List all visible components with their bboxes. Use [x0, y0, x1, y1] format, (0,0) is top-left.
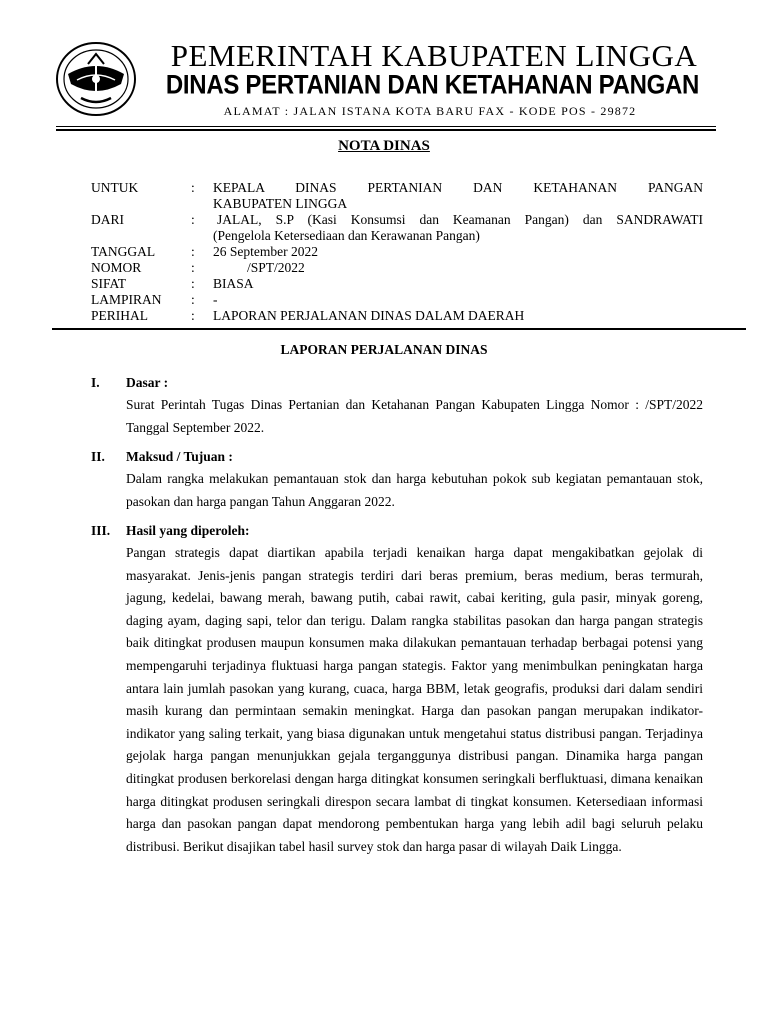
letterhead-rule-thick — [56, 129, 716, 131]
letterhead-agency: DINAS PERTANIAN DAN KETAHANAN PANGAN — [165, 70, 700, 101]
document-title: NOTA DINAS — [338, 138, 430, 154]
header-separator — [52, 328, 746, 330]
letterhead-address: ALAMAT : JALAN ISTANA KOTA BARU FAX - KODE POS - 29872 — [223, 104, 637, 118]
memo-header: UNTUK : KEPALA DINAS PERTANIAN DAN KETAHANAN PANGAN KABUPATEN LINGGA DARI : JALAL, S.P (Kasi Konsumsi dan Keamanan Pangan) dan SANDRAWATI (Pengelola Ketersediaan dan Kerawanan Pangan) TANGGAL : 26 September 2022 NOMOR : /SPT/2022 SIFAT : BIASA LAMPIRAN : - PERIHAL : LAPORAN PERJALANAN DINAS DALAM DAERAH — [91, 180, 703, 323]
header-row-tanggal: TANGGAL : 26 September 2022 — [91, 244, 318, 259]
header-row-dari: DARI : JALAL, S.P (Kasi Konsumsi dan Keamanan Pangan) dan SANDRAWATI — [91, 212, 703, 227]
header-row-lampiran: LAMPIRAN : - — [91, 292, 218, 307]
header-row-perihal: PERIHAL : LAPORAN PERJALANAN DINAS DALAM DAERAH — [91, 308, 525, 323]
header-row-nomor: NOMOR : /SPT/2022 — [91, 260, 305, 275]
letterhead-government: PEMERINTAH KABUPATEN LINGGA — [170, 38, 698, 73]
section-heading: Maksud / Tujuan : — [126, 449, 233, 464]
section-text: Dalam rangka melakukan pemantauan stok dan harga kebutuhan pokok sub kegiatan pemantauan stok, pasokan dan harga pangan Tahun Anggaran 2022. — [126, 471, 703, 509]
section-heading: Dasar : — [126, 375, 169, 390]
untuk-value: KEPALA DINAS PERTANIAN DAN KETAHANAN PANGAN — [213, 180, 703, 195]
header-row-sifat: SIFAT : BIASA — [91, 276, 254, 291]
section-text: Surat Perintah Tugas Dinas Pertanian dan Ketahanan Pangan Kabupaten Lingga Nomor : /SPT/2022 Tanggal September 2022. — [126, 397, 703, 435]
section-text: Pangan strategis dapat diartikan apabila terjadi kenaikan harga dapat mengakibatkan gejolak di masyarakat. Jenis-jenis pangan strategis terdiri dari beras premium, beras medium, beras termurah, jagung, kedelai, bawang merah, bawang putih, cabai rawit, cabai keriting, gula pasir, minyak goreng, daging ayam, daging sapi, telor dan terigu. Dalam rangka stabilitas pasokan dan harga pangan strategis baik ditingkat produsen maupun konsumen maka dilakukan pemantauan terhadap berbagai potensi yang mempengaruhi terjadinya fluktuasi harga pangan stategis. Faktor yang menimbulkan peningkatan harga antara lain jumlah pasokan yang kurang, cuaca, harga BBM, letak geografis, produksi dari dalam sendiri masih kurang dan permintaan semakin meningkat. Harga dan pasokan pangan merupakan indikator-indikator yang saling terkait, yang biasa digunakan untuk mengetahui status distribusi pangan. Terjadinya gejolak harga pangan menunjukkan gejala terganggunya distribusi pangan. Dinamika harga pangan ditingkat produsen berkorelasi dengan harga ditingkat konsumen seringkali berfluktuasi, dimana kenaikan harga ditingkat produsen seringkali direspon secara lambat di tingkat konsumen. Ketersediaan informasi harga dan pasokan pangan dapat mendorong pembentukan harga yang lebih adil bagi seluruh pelaku distribusi. Berikut disajikan tabel hasil survey stok dan harga pasar di wilayah Daik Lingga. — [126, 545, 703, 854]
lingga-regency-emblem-icon — [55, 40, 137, 118]
letterhead-rule-thin — [56, 126, 716, 127]
dari-value: JALAL, S.P (Kasi Konsumsi dan Keamanan Pangan) dan SANDRAWATI — [217, 212, 703, 227]
section-heading: Hasil yang diperoleh: — [126, 523, 250, 538]
header-row-untuk: UNTUK : KEPALA DINAS PERTANIAN DAN KETAHANAN PANGAN — [91, 180, 703, 195]
report-title: LAPORAN PERJALANAN DINAS — [280, 342, 488, 357]
